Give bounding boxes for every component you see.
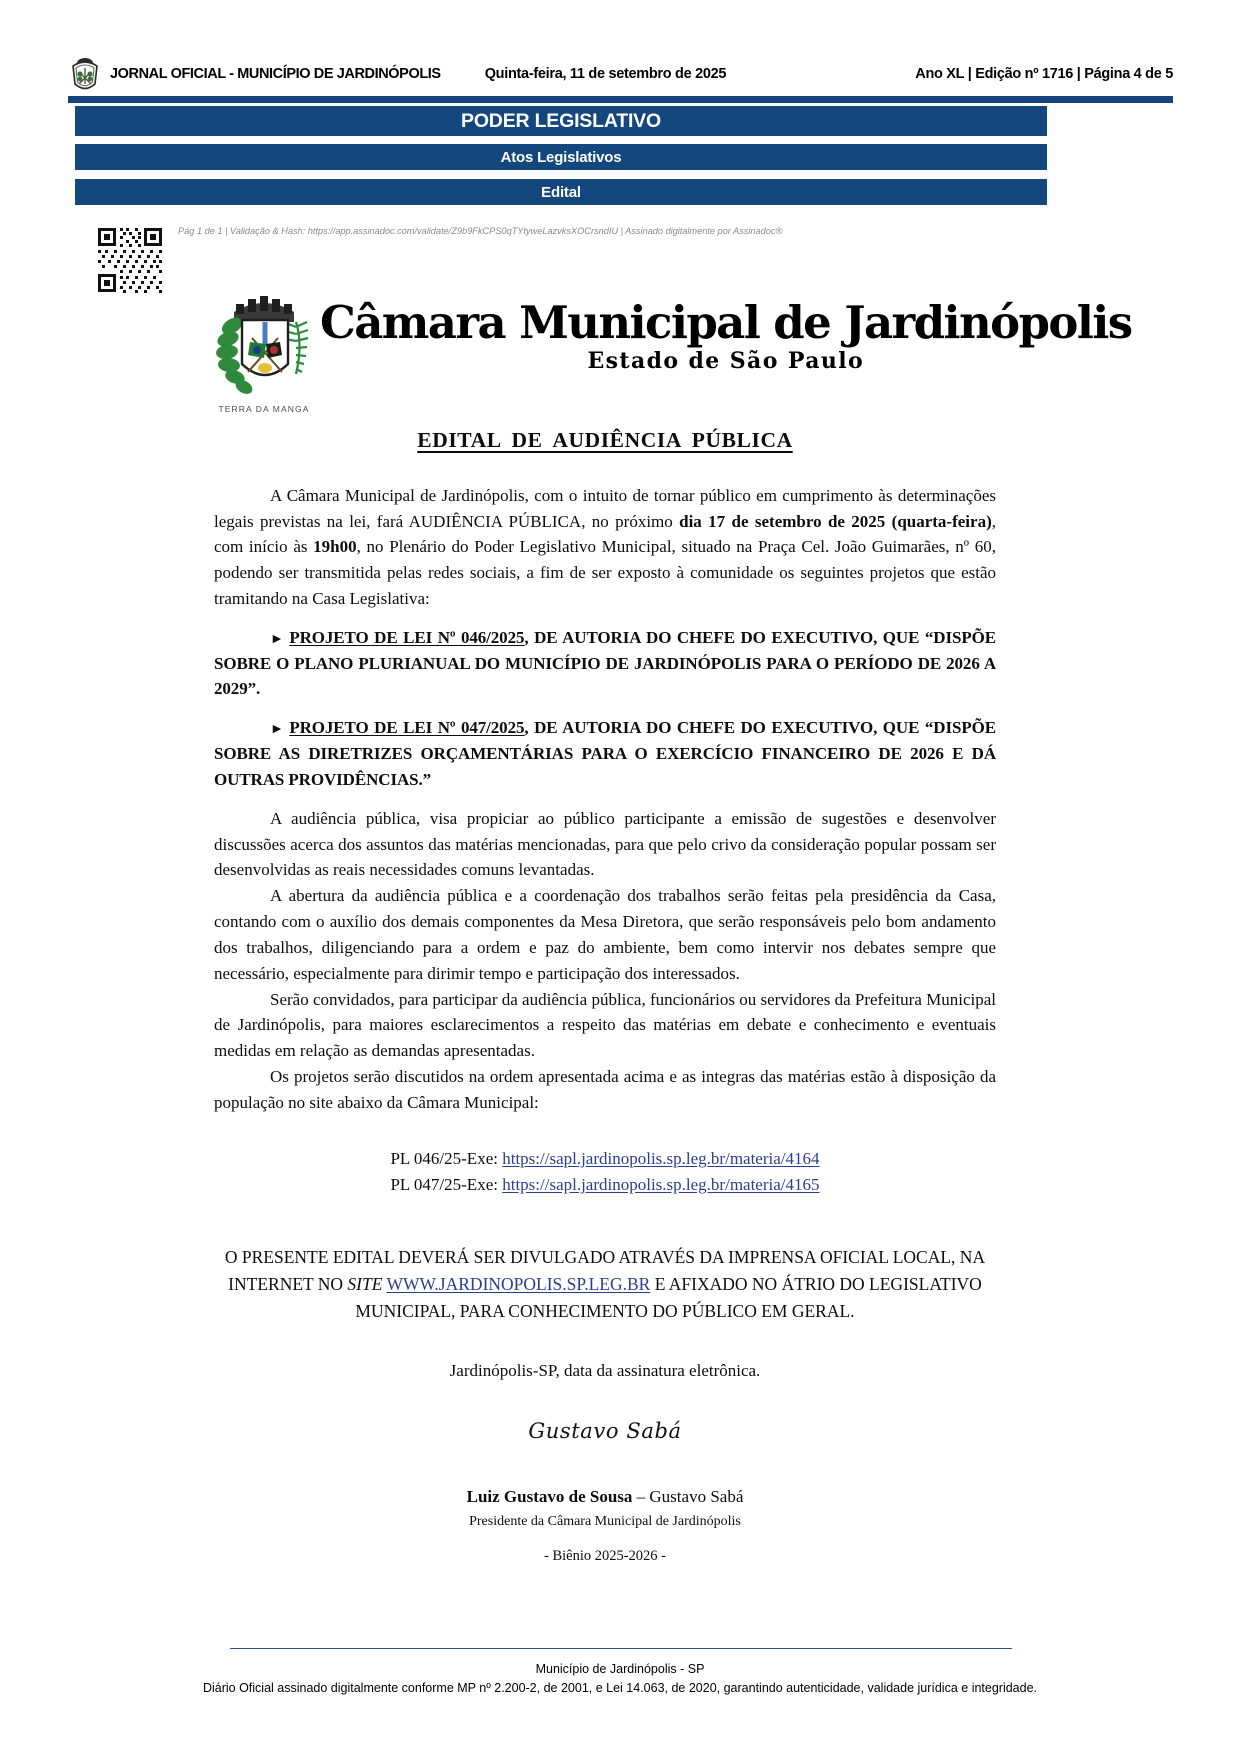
masthead-date: Quinta-feira, 11 de setembro de 2025 bbox=[484, 66, 727, 82]
paragraph-bill-047 bbox=[214, 715, 996, 792]
proclamation-text-b: E AFIXADO NO ÁTRIO DO LEGISLATIVO MUNICIPAL, PARA CONHECIMENTO DO PÚBLICO EM GERAL. bbox=[355, 1274, 982, 1321]
bill-046-link-title: PROJETO DE LEI Nº 046/2025 bbox=[289, 627, 525, 647]
banner-edital: Edital bbox=[75, 179, 1047, 205]
camara-logo-header bbox=[208, 282, 1132, 422]
paragraph-purpose: A audiência pública, visa propiciar ao público participante a emissão de sugestões e desenvolver discussões acerca dos assuntos das matérias mencionadas, para que pelo crivo da consideração popular possam ser desenvolvidas as reais necessidades comuns levantadas. bbox=[214, 808, 996, 880]
masthead-edition: Ano XL | Edição nº 1716 | Página 4 de 5 bbox=[915, 66, 1173, 82]
official-site-url[interactable]: WWW.JARDINOPOLIS.SP.LEG.BR bbox=[386, 1274, 651, 1294]
signer-term: - Biênio 2025-2026 - bbox=[543, 1548, 667, 1565]
paragraph-opening: A abertura da audiência pública e a coordenação dos trabalhos serão feitas pela presidência da Casa, contando com o auxílio dos demais componentes da Mesa Diretora, que serão responsáveis pelo bom andamento dos trabalhos, diligenciando para a ordem e paz do ambiente, bem como intervir nos debates sempre que necessário, especialmente para dirimir tempo e participação dos interessados. bbox=[214, 886, 996, 983]
validation-hash-text: Pág 1 de 1 | Validação & Hash: https://app.assinadoc.com/validate/Z9b9FkCPS0qTYtyweLazvksXOCrsndIU | Assinado digitalmente por Assinadoc® bbox=[178, 226, 783, 236]
bill-link-047-label: PL 047/25-Exe: bbox=[390, 1175, 503, 1195]
bill-047-link-title: PROJETO DE LEI Nº 047/2025 bbox=[289, 718, 525, 738]
qr-code-icon bbox=[94, 224, 166, 296]
camara-logo-subtitle: Estado de São Paulo bbox=[587, 347, 865, 374]
signer-role: Presidente da Câmara Municipal de Jardinópolis bbox=[469, 1513, 741, 1529]
signer-block bbox=[214, 1484, 996, 1567]
page-footer bbox=[70, 1660, 1170, 1699]
intro-date-bold: dia 17 de setembro de 2025 (quarta-feira) bbox=[679, 511, 992, 531]
intro-time-bold: 19h00 bbox=[313, 537, 357, 557]
paragraph-invitees: Serão convidados, para participar da audiência pública, funcionários ou servidores da Prefeitura Municipal de Jardinópolis, para maiores esclarecimentos a respeito das matérias em debate e conhecimento e eventuais medidas em relação as demandas apresentadas. bbox=[214, 989, 997, 1061]
intro-text-c: , com início às bbox=[214, 511, 996, 557]
footer-legal-notice: Diário Oficial assinado digitalmente conforme MP nº 2.200-2, de 2001, e Lei 14.063, de 2020, garantindo autenticidade, validade jurídica e integridade. bbox=[202, 1681, 1038, 1696]
signer-name: Luiz Gustavo de Sousa bbox=[466, 1486, 633, 1506]
bill-links-block bbox=[214, 1146, 996, 1199]
handwritten-signature: Gustavo Sabá bbox=[528, 1419, 682, 1444]
paragraph-proclamation bbox=[214, 1244, 996, 1324]
paragraph-intro bbox=[214, 483, 996, 612]
page-title: EDITAL DE AUDIÊNCIA PÚBLICA bbox=[417, 428, 793, 452]
signer-alias: – Gustavo Sabá bbox=[632, 1486, 744, 1506]
bill-link-row-047 bbox=[214, 1172, 996, 1198]
intro-text-a: A Câmara Municipal de Jardinópolis, com o intuito de tornar público em cumprimento às determinações legais previstas na lei, fará AUDIÊNCIA PÚBLICA, no próximo bbox=[214, 485, 996, 531]
proclamation-site-word: SITE bbox=[347, 1274, 383, 1294]
bill-047-rest: , DE AUTORIA DO CHEFE DO EXECUTIVO, QUE “DISPÕE SOBRE AS DIRETRIZES ORÇAMENTÁRIAS PARA O EXERCÍCIO FINANCEIRO DE 2026 E DÁ OUTRAS PROVIDÊNCIAS.” bbox=[214, 718, 996, 789]
bill-link-046-label: PL 046/25-Exe: bbox=[390, 1148, 503, 1168]
document-body bbox=[214, 424, 996, 1567]
camara-logo-title: Câmara Municipal de Jardinópolis bbox=[320, 296, 1132, 349]
bill-link-046-url[interactable]: https://sapl.jardinopolis.sp.leg.br/materia/4164 bbox=[502, 1148, 820, 1168]
crest-caption: TERRA DA MANGA bbox=[218, 404, 310, 414]
municipal-coat-of-arms-icon bbox=[68, 54, 102, 94]
place-and-date: Jardinópolis-SP, data da assinatura eletrônica. bbox=[449, 1361, 761, 1381]
paragraph-bill-046 bbox=[214, 625, 996, 702]
camara-coat-of-arms-icon bbox=[208, 282, 320, 414]
banner-poder-legislativo: PODER LEGISLATIVO bbox=[75, 106, 1047, 136]
masthead-divider bbox=[68, 96, 1173, 103]
proclamation-text-a: O PRESENTE EDITAL DEVERÁ SER DIVULGADO ATRAVÉS DA IMPRENSA OFICIAL LOCAL, NA INTERNET NO bbox=[224, 1247, 986, 1294]
masthead bbox=[68, 52, 1173, 96]
bullet-arrow-icon: ► bbox=[270, 631, 284, 647]
bill-link-row-046 bbox=[214, 1146, 996, 1172]
banner-atos-legislativos: Atos Legislativos bbox=[75, 144, 1047, 170]
bill-link-047-url[interactable]: https://sapl.jardinopolis.sp.leg.br/materia/4165 bbox=[502, 1175, 820, 1195]
camara-logo-words bbox=[320, 282, 1132, 374]
masthead-title: JORNAL OFICIAL - MUNICÍPIO DE JARDINÓPOLIS bbox=[110, 66, 441, 82]
footer-divider bbox=[230, 1648, 1012, 1649]
paragraph-availability: Os projetos serão discutidos na ordem apresentada acima e as integras das matérias estão à disposição da população no site abaixo da Câmara Municipal: bbox=[214, 1067, 996, 1112]
intro-text-e: , no Plenário do Poder Legislativo Municipal, situado na Praça Cel. João Guimarães, nº 60, podendo ser transmitida pelas redes sociais, a fim de ser exposto à comunidade os seguintes projetos que estão tramitando na Casa Legislativa: bbox=[214, 537, 996, 608]
bullet-arrow-icon: ► bbox=[270, 722, 284, 738]
footer-municipality: Município de Jardinópolis - SP bbox=[535, 1662, 705, 1676]
bill-046-rest: , DE AUTORIA DO CHEFE DO EXECUTIVO, QUE “DISPÕE SOBRE O PLANO PLURIANUAL DO MUNICÍPIO DE JARDINÓPOLIS PARA O PERÍODO DE 2026 A 2029”. bbox=[214, 627, 996, 699]
